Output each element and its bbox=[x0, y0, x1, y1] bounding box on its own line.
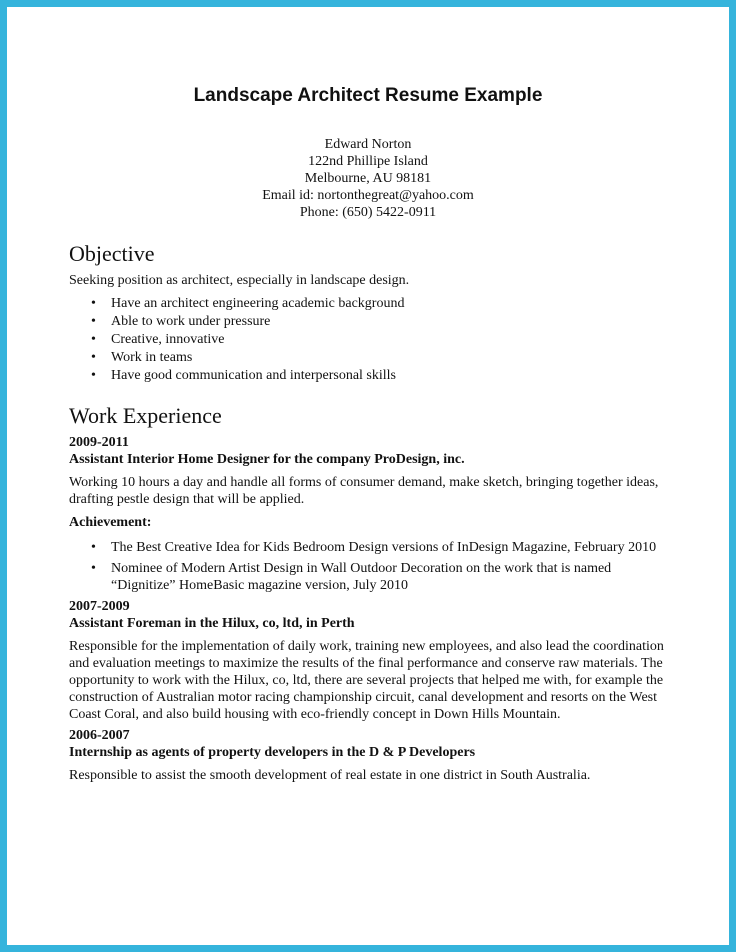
contact-block bbox=[0, 136, 736, 221]
job-description: Responsible for the implementation of daily work, training new employees, and also lead the coordination and evaluation meetings to maximize the results of the final performance and conserve raw materials. The opportunity to work with the Hilux, co, ltd, there are several projects that helped me with, for example the construction of Australian motor racing championship circuit, canal development and resorts on the West Coast Coral, and also build housing with eco-friendly concept in Down Hills Mountain. bbox=[69, 639, 664, 722]
work-experience-section bbox=[69, 402, 679, 784]
job-entry bbox=[69, 434, 679, 594]
job-years: 2009-2011 bbox=[69, 435, 129, 450]
job-entry bbox=[69, 727, 679, 784]
contact-email: Email id: nortonthegreat@yahoo.com bbox=[262, 188, 474, 203]
job-role: Assistant Foreman in the Hilux, co, ltd, in Perth bbox=[69, 616, 355, 631]
resume-body bbox=[69, 240, 679, 784]
list-item: • The Best Creative Idea for Kids Bedroom Design versions of InDesign Magazine, February 2010 bbox=[69, 539, 679, 556]
document-title: Landscape Architect Resume Example bbox=[193, 85, 543, 106]
contact-address-line2: Melbourne, AU 98181 bbox=[304, 171, 432, 186]
list-item: • Work in teams bbox=[69, 349, 679, 366]
contact-phone: Phone: (650) 5422-0911 bbox=[299, 205, 437, 220]
list-item: • Nominee of Modern Artist Design in Wall Outdoor Decoration on the work that is named “Dignitize” HomeBasic magazine version, July 2010 bbox=[69, 560, 679, 594]
list-item: • Able to work under pressure bbox=[69, 313, 679, 330]
job-description: Working 10 hours a day and handle all forms of consumer demand, make sketch, bringing together ideas, drafting pestle design that will be applied. bbox=[69, 475, 659, 507]
objective-section bbox=[69, 240, 679, 384]
contact-name: Edward Norton bbox=[324, 137, 412, 152]
job-description: Responsible to assist the smooth development of real estate in one district in South Australia. bbox=[69, 768, 591, 783]
objective-heading: Objective bbox=[69, 241, 155, 266]
job-role: Internship as agents of property developers in the D & P Developers bbox=[69, 745, 476, 760]
list-item: • Have good communication and interpersonal skills bbox=[69, 367, 679, 384]
objective-summary: Seeking position as architect, especially in landscape design. bbox=[69, 273, 410, 288]
job-years: 2007-2009 bbox=[69, 599, 130, 614]
work-experience-heading: Work Experience bbox=[69, 403, 222, 428]
contact-address-line1: 122nd Phillipe Island bbox=[308, 154, 428, 169]
job-years: 2006-2007 bbox=[69, 728, 130, 743]
job-entry bbox=[69, 598, 679, 723]
job-role: Assistant Interior Home Designer for the company ProDesign, inc. bbox=[69, 452, 465, 467]
list-item: • Creative, innovative bbox=[69, 331, 679, 348]
achievement-label: Achievement: bbox=[69, 515, 152, 530]
list-item: • Have an architect engineering academic background bbox=[69, 295, 679, 312]
objective-list bbox=[69, 295, 679, 384]
achievement-list bbox=[69, 539, 679, 594]
